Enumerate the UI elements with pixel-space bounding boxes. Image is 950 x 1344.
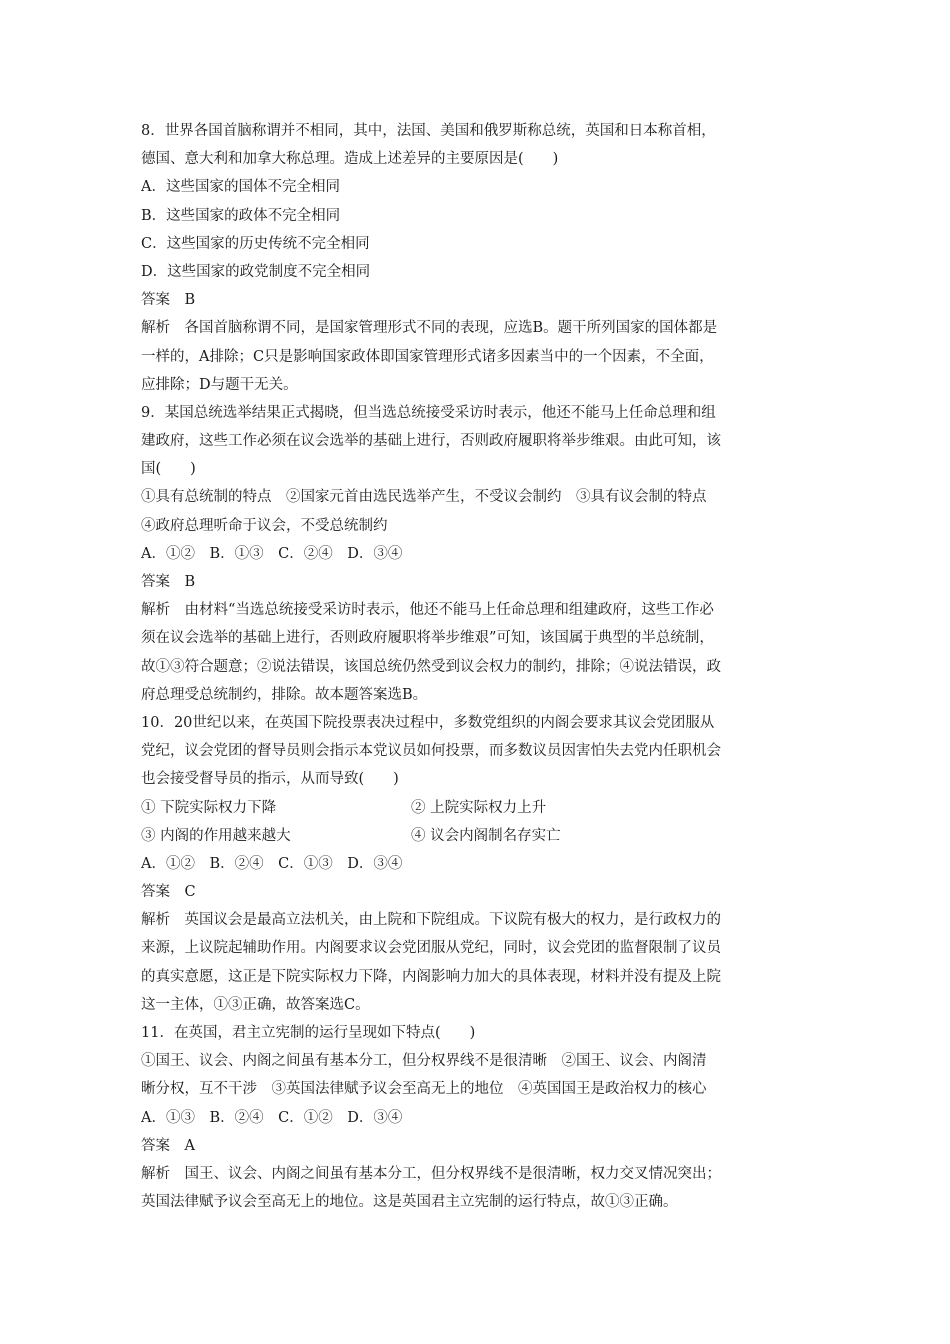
question-8-option-c: C．这些国家的历史传统不完全相同 xyxy=(141,235,370,252)
question-9-analysis-line-3: 故①③符合题意；②说法错误，该国总统仍然受到议会权力的制约，排除；④说法错误，政 xyxy=(141,658,721,675)
question-10-analysis-line-3: 的真实意愿，这正是下院实际权力下降，内阁影响力加大的具体表现，材料并没有提及上院 xyxy=(141,968,721,985)
question-9-stem-line-3: 国( ) xyxy=(141,461,196,478)
question-9-analysis-line-1: 解析 由材料“当选总统接受采访时表示，他还不能马上任命总理和组建政府，这些工作必 xyxy=(141,602,714,619)
question-10-items-row-1 xyxy=(141,794,813,822)
question-8-answer: 答案 B xyxy=(141,292,196,309)
question-11-items-line-2: 晰分权，互不干涉 ③英国法律赋予议会至高无上的地位 ④英国国王是政治权力的核心 xyxy=(141,1081,707,1098)
question-9-choices: A．①② B．①③ C．②④ D．③④ xyxy=(141,545,403,562)
question-10-stem-line-3: 也会接受督导员的指示，从而导致( ) xyxy=(141,771,399,788)
question-10-answer: 答案 C xyxy=(141,884,196,901)
question-10 xyxy=(141,709,813,1019)
question-10-stem-line-2: 党纪，议会党团的督导员则会指示本党议员如何投票，而多数议员因害怕失去党内任职机会 xyxy=(141,743,721,760)
question-10-analysis-line-4: 这一主体，①③正确，故答案选C。 xyxy=(141,996,370,1013)
question-9-analysis-line-2: 须在议会选举的基础上进行，否则政府履职将举步维艰”可知，该国属于典型的半总统制， xyxy=(141,630,714,647)
question-9-answer: 答案 B xyxy=(141,574,196,590)
question-11-choices: A．①③ B．②④ C．①② D．③④ xyxy=(141,1109,403,1126)
question-11-answer: 答案 A xyxy=(141,1137,195,1154)
question-8-analysis-line-3: 应排除；D与题干无关。 xyxy=(141,376,298,393)
question-10-items-row-2 xyxy=(141,822,813,850)
question-11 xyxy=(141,1019,813,1216)
question-11-stem: 11．在英国，君主立宪制的运行呈现如下特点( ) xyxy=(141,1025,476,1041)
question-10-item-2: ② 上院实际权力上升 xyxy=(411,799,547,816)
question-10-choices: A．①② B．②④ C．①③ D．③④ xyxy=(141,855,403,872)
question-9-items-line-2: ④政府总理听命于议会，不受总统制约 xyxy=(141,517,388,534)
question-9-analysis-line-4: 府总理受总统制约，排除。故本题答案选B。 xyxy=(141,686,428,703)
question-10-item-1: ① 下院实际权力下降 xyxy=(141,799,277,816)
question-9-items-line-1: ①具有总统制的特点 ②国家元首由选民选举产生，不受议会制约 ③具有议会制的特点 xyxy=(141,489,707,506)
question-8-option-b: B．这些国家的政体不完全相同 xyxy=(141,207,341,224)
document-body xyxy=(141,117,813,1216)
question-10-analysis-line-2: 来源，上议院起辅助作用。内阁要求议会党团服从党纪，同时，议会党团的监督限制了议员 xyxy=(141,940,721,957)
question-9-stem-line-1: 9．某国总统选举结果正式揭晓，但当选总统接受采访时表示，他还不能马上任命总理和组 xyxy=(141,404,716,421)
question-11-items-line-1: ①国王、议会、内阁之间虽有基本分工，但分权界线不是很清晰 ②国王、议会、内阁清 xyxy=(141,1053,707,1070)
question-10-stem-line-1: 10．20世纪以来，在英国下院投票表决过程中，多数党组织的内阁会要求其议会党团服从 xyxy=(141,714,715,731)
question-10-item-3: ③ 内阁的作用越来越大 xyxy=(141,827,291,844)
question-9-stem-line-2: 建政府，这些工作必须在议会选举的基础上进行，否则政府履职将举步维艰。由此可知，该 xyxy=(141,433,721,450)
question-11-analysis-line-1: 解析 国王、议会、内阁之间虽有基本分工，但分权界线不是很清晰，权力交叉情况突出； xyxy=(141,1165,721,1182)
question-8-analysis-line-2: 一样的，A排除；C只是影响国家政体即国家管理形式诸多因素当中的一个因素，不全面， xyxy=(141,348,714,365)
question-8-option-a: A．这些国家的国体不完全相同 xyxy=(141,179,340,196)
question-8-stem-line-1: 8．世界各国首脑称谓并不相同，其中，法国、美国和俄罗斯称总统，英国和日本称首相， xyxy=(141,123,716,139)
question-10-analysis-line-1: 解析 英国议会是最高立法机关，由上院和下院组成。下议院有极大的权力，是行政权力的 xyxy=(141,912,721,929)
question-8-stem-line-2: 德国、意大利和加拿大称总理。造成上述差异的主要原因是( ) xyxy=(141,151,559,168)
question-10-item-4: ④ 议会内阁制名存实亡 xyxy=(411,827,561,844)
question-8-analysis-line-1: 解析 各国首脑称谓不同，是国家管理形式不同的表现，应选B。题干所列国家的国体都是 xyxy=(141,320,718,337)
question-8-option-d: D．这些国家的政党制度不完全相同 xyxy=(141,263,371,280)
question-8 xyxy=(141,117,813,399)
question-9 xyxy=(141,399,813,709)
question-11-analysis-line-2: 英国法律赋予议会至高无上的地位。这是英国君主立宪制的运行特点，故①③正确。 xyxy=(141,1194,678,1211)
